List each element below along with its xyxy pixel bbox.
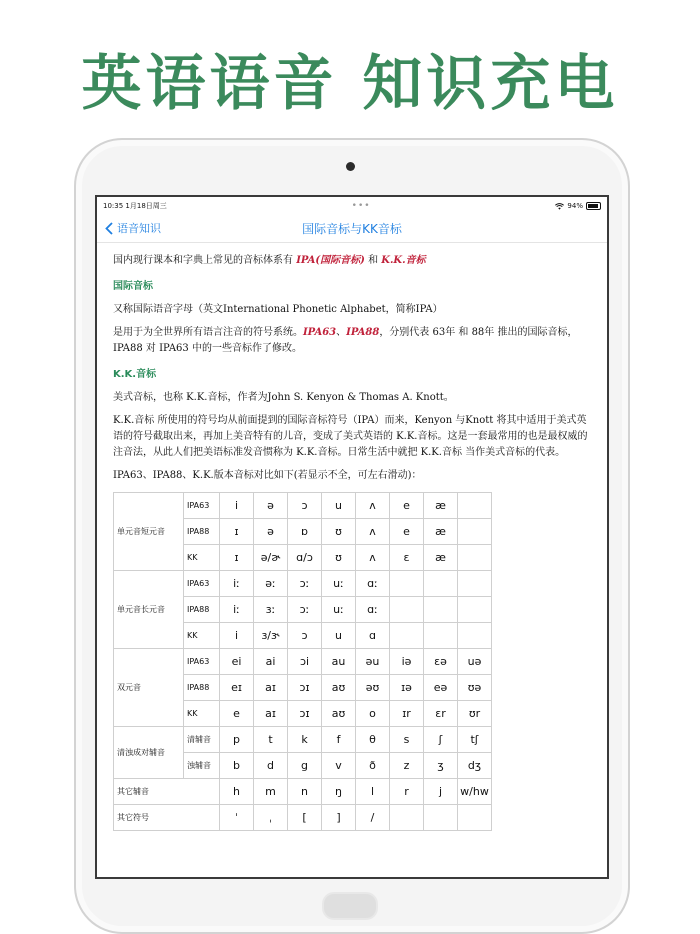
- symbol-cell: [390, 597, 424, 623]
- row-label: IPA63: [184, 493, 220, 519]
- symbol-cell: əu: [356, 649, 390, 675]
- symbol-cell: ɑ: [356, 623, 390, 649]
- symbol-cell: aɪ: [254, 701, 288, 727]
- ipa-paragraph-1: 又称国际语音字母（英文International Phonetic Alphabet，简称IPA）: [113, 304, 443, 315]
- symbol-cell: n: [288, 779, 322, 805]
- symbol-cell: [458, 493, 492, 519]
- symbol-cell: l: [356, 779, 390, 805]
- symbol-cell: ʃ: [424, 727, 458, 753]
- ipa-p2-sep: 、: [336, 327, 347, 338]
- ipad-frame: [74, 138, 630, 934]
- symbol-cell: [424, 805, 458, 831]
- symbol-cell: au: [322, 649, 356, 675]
- ipa-highlight: IPA(国际音标): [296, 255, 365, 266]
- symbol-cell: æ: [424, 493, 458, 519]
- symbol-cell: k: [288, 727, 322, 753]
- symbol-cell: [424, 571, 458, 597]
- symbol-cell: u: [322, 493, 356, 519]
- symbol-cell: ɑ/ɔ: [288, 545, 322, 571]
- status-bar: [97, 197, 607, 212]
- home-button[interactable]: [322, 892, 378, 920]
- symbol-cell: iː: [220, 597, 254, 623]
- section-heading-kk: K.K.音标: [113, 369, 157, 380]
- symbol-cell: ɛr: [424, 701, 458, 727]
- symbol-cell: ʊr: [458, 701, 492, 727]
- symbol-cell: aʊ: [322, 675, 356, 701]
- row-label: KK: [184, 701, 220, 727]
- symbol-cell: dʒ: [458, 753, 492, 779]
- row-label: 清辅音: [184, 727, 220, 753]
- symbol-cell: ɜː: [254, 597, 288, 623]
- symbol-cell: [458, 623, 492, 649]
- symbol-cell: ʊ: [322, 519, 356, 545]
- symbol-cell: e: [220, 701, 254, 727]
- symbol-cell: əː: [254, 571, 288, 597]
- symbol-cell: əʊ: [356, 675, 390, 701]
- symbol-cell: ʌ: [356, 545, 390, 571]
- symbol-cell: o: [356, 701, 390, 727]
- symbol-cell: ʊ: [322, 545, 356, 571]
- symbol-cell: ei: [220, 649, 254, 675]
- section-heading-ipa: 国际音标: [113, 281, 153, 292]
- table-row: [114, 727, 492, 753]
- intro-text: 国内现行课本和字典上常见的音标体系有: [113, 255, 297, 266]
- symbol-cell: b: [220, 753, 254, 779]
- symbol-cell: d: [254, 753, 288, 779]
- symbol-cell: ai: [254, 649, 288, 675]
- symbol-cell: ʒ: [424, 753, 458, 779]
- symbol-cell: v: [322, 753, 356, 779]
- symbol-cell: ]: [322, 805, 356, 831]
- promo-headline: 英语语音 知识充电: [81, 49, 619, 119]
- back-button-label: 语音知识: [117, 222, 161, 235]
- status-right: [555, 202, 601, 210]
- device-screen: [95, 195, 609, 879]
- intro-paragraph: [113, 253, 591, 269]
- phonetic-comparison-table[interactable]: [113, 492, 492, 831]
- row-label: IPA88: [184, 519, 220, 545]
- symbol-cell: uə: [458, 649, 492, 675]
- symbol-cell: ɔ: [288, 493, 322, 519]
- symbol-cell: [424, 597, 458, 623]
- symbol-cell: eɪ: [220, 675, 254, 701]
- symbol-cell: ɪr: [390, 701, 424, 727]
- group-label: 单元音长元音: [114, 571, 184, 649]
- symbol-cell: ɔː: [288, 571, 322, 597]
- group-label: 其它辅音: [114, 779, 220, 805]
- row-label: KK: [184, 623, 220, 649]
- symbol-cell: [390, 571, 424, 597]
- symbol-cell: [458, 571, 492, 597]
- symbol-cell: æ: [424, 519, 458, 545]
- symbol-cell: ŋ: [322, 779, 356, 805]
- symbol-cell: ɪ: [220, 519, 254, 545]
- symbol-cell: ɔɪ: [288, 701, 322, 727]
- symbol-cell: ɑː: [356, 597, 390, 623]
- symbol-cell: tʃ: [458, 727, 492, 753]
- symbol-cell: iː: [220, 571, 254, 597]
- symbol-cell: g: [288, 753, 322, 779]
- ipa-p2-rest: ，分别代表 63年 和 88年 推出的国际音标，IPA88 对 IPA63 中的一些音标作了修改。: [113, 327, 578, 354]
- group-label: 双元音: [114, 649, 184, 727]
- table-row: [114, 493, 492, 519]
- group-label: 其它符号: [114, 805, 220, 831]
- table-row: [114, 805, 492, 831]
- status-time: 10:35: [103, 202, 124, 210]
- symbol-cell: ð: [356, 753, 390, 779]
- symbol-cell: p: [220, 727, 254, 753]
- symbol-cell: e: [390, 493, 424, 519]
- row-label: KK: [184, 545, 220, 571]
- symbol-cell: θ: [356, 727, 390, 753]
- battery-icon: [586, 202, 601, 210]
- symbol-cell: r: [390, 779, 424, 805]
- article-content: [97, 253, 607, 831]
- symbol-cell: ɔi: [288, 649, 322, 675]
- symbol-cell: ɛ: [390, 545, 424, 571]
- symbol-cell: [424, 623, 458, 649]
- symbol-cell: u: [322, 623, 356, 649]
- battery-percent: 94%: [567, 202, 583, 210]
- group-label: 单元音短元音: [114, 493, 184, 571]
- multitask-dots[interactable]: •••: [351, 201, 371, 211]
- symbol-cell: m: [254, 779, 288, 805]
- symbol-cell: ɪ: [220, 545, 254, 571]
- kk-paragraph-2: K.K.音标 所使用的符号均从前面提到的国际音标符号（IPA）而来，Kenyon 与Knott 将其中适用于美式英语的符号截取出来，再加上美音特有的儿音，变成了美式英语的 K.K.音标。这是一套最常用的也是最权威的注音法，从此人们把美语标准发音惯称为 K.K.音标。日常生活中就把 K.K.音标 当作美式音标的代表。: [113, 415, 588, 458]
- ipa88-highlight: IPA88: [346, 327, 380, 338]
- symbol-cell: h: [220, 779, 254, 805]
- symbol-cell: ɔɪ: [288, 675, 322, 701]
- row-label: IPA63: [184, 649, 220, 675]
- symbol-cell: [458, 545, 492, 571]
- symbol-cell: w/hw: [458, 779, 492, 805]
- symbol-cell: ɛə: [424, 649, 458, 675]
- symbol-cell: [458, 597, 492, 623]
- symbol-cell: ə: [254, 493, 288, 519]
- row-label: IPA63: [184, 571, 220, 597]
- status-date: 1月18日周三: [125, 202, 167, 210]
- symbol-cell: ɒ: [288, 519, 322, 545]
- symbol-cell: eə: [424, 675, 458, 701]
- table-row: [114, 571, 492, 597]
- kk-highlight: K.K.音标: [381, 255, 426, 266]
- symbol-cell: z: [390, 753, 424, 779]
- symbol-cell: ʌ: [356, 519, 390, 545]
- group-label: 清浊成对辅音: [114, 727, 184, 779]
- symbol-cell: /: [356, 805, 390, 831]
- symbol-cell: uː: [322, 571, 356, 597]
- symbol-cell: s: [390, 727, 424, 753]
- navigation-bar: [97, 212, 607, 243]
- symbol-cell: [: [288, 805, 322, 831]
- symbol-cell: ʊə: [458, 675, 492, 701]
- table-intro: IPA63、IPA88、K.K.版本音标对比如下(若显示不全，可左右滑动)：: [113, 470, 422, 481]
- symbol-cell: uː: [322, 597, 356, 623]
- row-label: IPA88: [184, 597, 220, 623]
- symbol-cell: iə: [390, 649, 424, 675]
- symbol-cell: j: [424, 779, 458, 805]
- table-row: [114, 649, 492, 675]
- symbol-cell: ɔ: [288, 623, 322, 649]
- symbol-cell: ɑː: [356, 571, 390, 597]
- symbol-cell: ˌ: [254, 805, 288, 831]
- symbol-cell: ˈ: [220, 805, 254, 831]
- intro-and: 和: [364, 255, 382, 266]
- symbol-cell: [390, 623, 424, 649]
- symbol-cell: ə: [254, 519, 288, 545]
- symbol-cell: [458, 519, 492, 545]
- back-button[interactable]: [105, 220, 161, 236]
- symbol-cell: ʌ: [356, 493, 390, 519]
- ipa-paragraph-2: [113, 325, 591, 357]
- symbol-cell: ɪə: [390, 675, 424, 701]
- camera-dot: [346, 162, 355, 171]
- chevron-left-icon: [105, 222, 113, 235]
- symbol-cell: f: [322, 727, 356, 753]
- symbol-cell: aʊ: [322, 701, 356, 727]
- row-label: 浊辅音: [184, 753, 220, 779]
- symbol-cell: [458, 805, 492, 831]
- table-row: [114, 779, 492, 805]
- symbol-cell: ɔː: [288, 597, 322, 623]
- ipa-p2-text: 是用于为全世界所有语言注音的符号系统。: [113, 327, 303, 338]
- symbol-cell: aɪ: [254, 675, 288, 701]
- symbol-cell: e: [390, 519, 424, 545]
- status-datetime: [103, 201, 167, 211]
- ipa63-highlight: IPA63: [303, 327, 337, 338]
- symbol-cell: [390, 805, 424, 831]
- symbol-cell: ɜ/ɝ: [254, 623, 288, 649]
- row-label: IPA88: [184, 675, 220, 701]
- symbol-cell: ə/ɚ: [254, 545, 288, 571]
- symbol-cell: i: [220, 493, 254, 519]
- symbol-cell: t: [254, 727, 288, 753]
- page-title: 国际音标与KK音标: [302, 221, 402, 236]
- wifi-icon: [555, 203, 564, 210]
- symbol-cell: æ: [424, 545, 458, 571]
- kk-paragraph-1: 美式音标，也称 K.K.音标，作者为John S. Kenyon & Thomas A. Knott。: [113, 392, 454, 403]
- symbol-cell: i: [220, 623, 254, 649]
